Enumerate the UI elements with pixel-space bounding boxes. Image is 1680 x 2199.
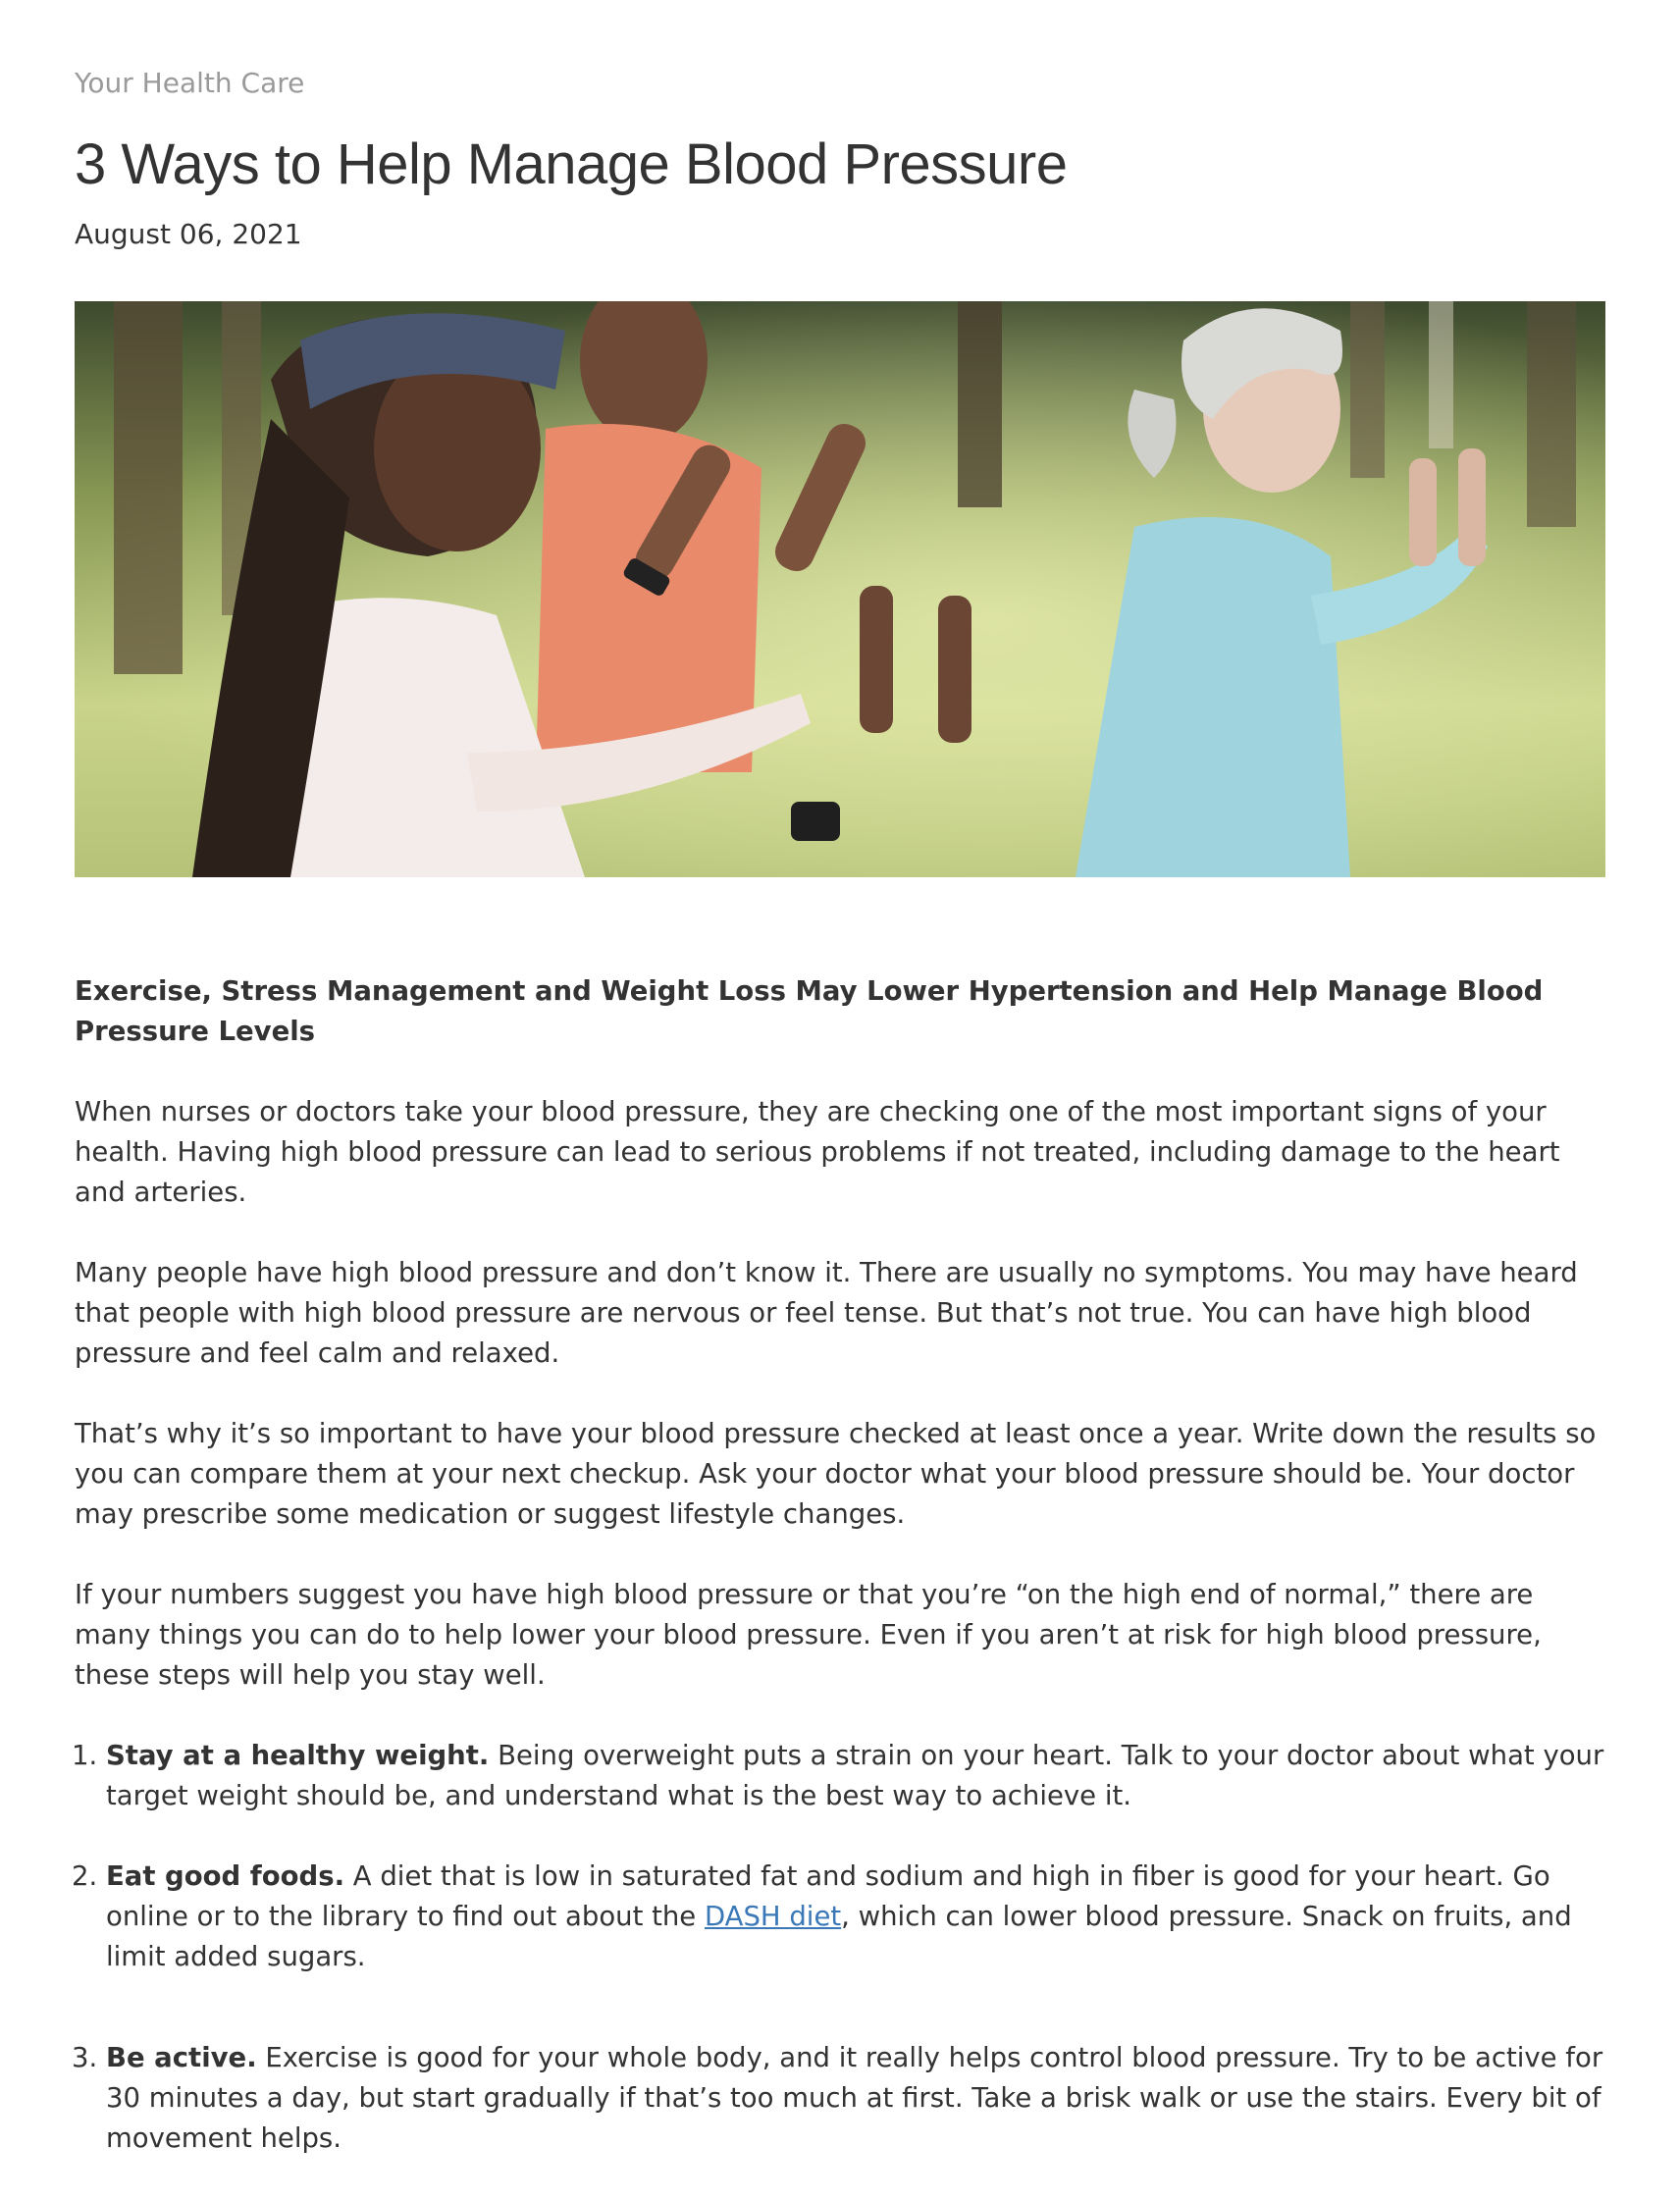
tip-lead: Be active. [106, 2042, 257, 2073]
tip-text: , which can lower blood pressure. Snack on fruits, and limit added sugars. [106, 1901, 1572, 1972]
tip-item-foods [106, 1857, 1605, 1977]
hero-image [75, 301, 1605, 877]
publish-date: August 06, 2021 [75, 218, 302, 250]
tip-lead: Stay at a healthy weight. [106, 1740, 490, 1771]
paragraph-2: Many people have high blood pressure and don’t know it. There are usually no symptoms. You may have heard that people with high blood pressure are nervous or feel tense. But that’s not true. You can have high blood pressure and feel calm and relaxed. [75, 1257, 1578, 1369]
tip-text: Being overweight puts a strain on your heart. Talk to your doctor about what your target weight should be, and understand what is the best way to achieve it. [106, 1740, 1604, 1811]
tip-lead: Eat good foods. [106, 1860, 345, 1892]
page-title: 3 Ways to Help Manage Blood Pressure [75, 132, 1068, 196]
category-label[interactable]: Your Health Care [75, 67, 305, 99]
hero-photo-illustration [75, 301, 1605, 877]
article-subheading: Exercise, Stress Management and Weight Loss May Lower Hypertension and Help Manage Blood Pressure Levels [75, 975, 1544, 1047]
paragraph-4: If your numbers suggest you have high blood pressure or that you’re “on the high end of normal,” there are many things you can do to help lower your blood pressure. Even if you aren’t at risk for high blood pressure, these steps will help you stay well. [75, 1579, 1542, 1691]
tip-text: Exercise is good for your whole body, and it really helps control blood pressure. Try to be active for 30 minutes a day, but start gradually if that’s too much at first. Take a brisk walk or use the stairs. Every bit of movement helps. [106, 2042, 1603, 2154]
article-body [75, 971, 1605, 2199]
paragraph-3: That’s why it’s so important to have your blood pressure checked at least once a year. Write down the results so you can compare them at your next checkup. Ask your doctor what your blood pressure should be. Your doctor may prescribe some medication or suggest lifestyle changes. [75, 1418, 1597, 1530]
tip-item-active [106, 2038, 1605, 2159]
tip-text: A diet that is low in saturated fat and sodium and high in fiber is good for your heart. Go online or to the library to find out about the [106, 1860, 1550, 1932]
dash-diet-link[interactable]: DASH diet [704, 1901, 842, 1932]
paragraph-1: When nurses or doctors take your blood pressure, they are checking one of the most important signs of your health. Having high blood pressure can lead to serious problems if not treated, including damage to the heart and arteries. [75, 1096, 1560, 1208]
tip-item-weight [106, 1736, 1605, 1816]
tips-list [75, 1736, 1605, 2159]
